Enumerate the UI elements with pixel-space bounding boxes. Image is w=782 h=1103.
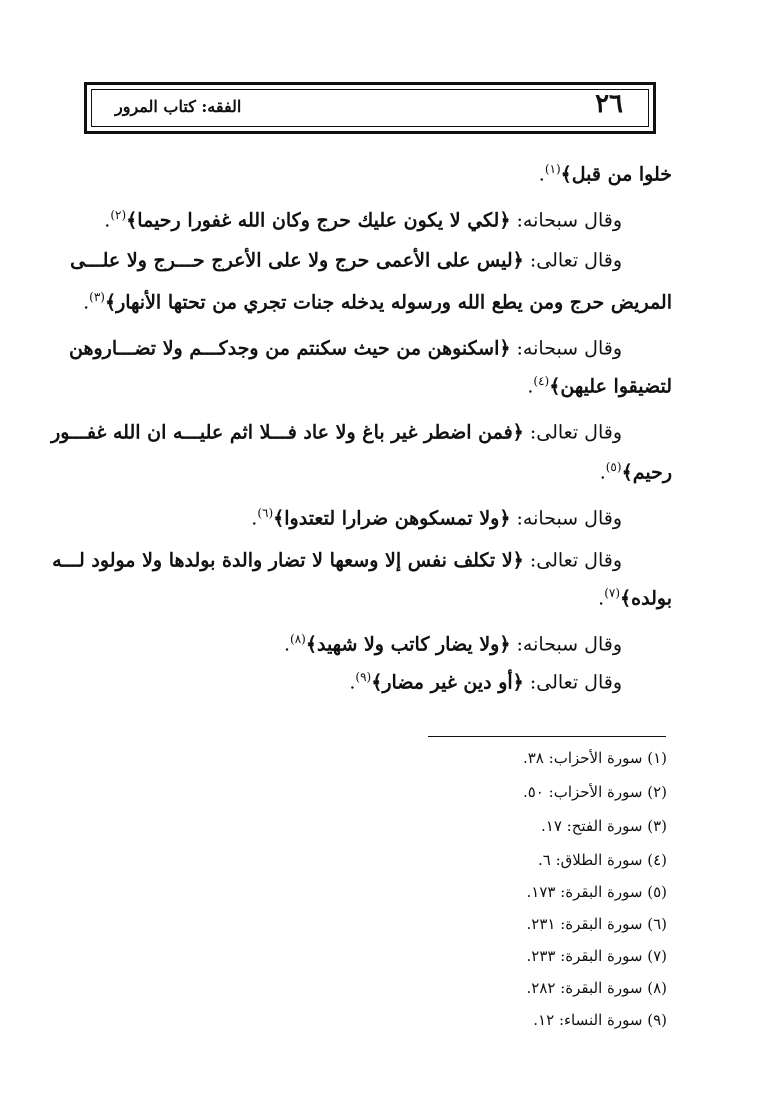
text-line bbox=[52, 540, 622, 575]
line-lead: وقال تعالى: bbox=[523, 671, 622, 694]
footnote: (٢) سورة الأحزاب: ٥٠. bbox=[522, 783, 667, 801]
footnote: (٦) سورة البقرة: ٢٣١. bbox=[526, 915, 667, 933]
line-lead: وقال سبحانه: bbox=[510, 337, 622, 360]
text-line bbox=[69, 328, 622, 363]
book-title: الفقه: كتاب المرور bbox=[115, 97, 242, 116]
footnote-reference: (٥) bbox=[605, 460, 622, 474]
text-line bbox=[284, 624, 622, 659]
footnote: (٣) سورة الفتح: ١٧. bbox=[541, 817, 667, 835]
line-tail: . bbox=[104, 209, 111, 232]
page-number: ٢٦ bbox=[595, 89, 623, 119]
footnote: (٧) سورة البقرة: ٢٣٣. bbox=[526, 947, 667, 965]
footnote-reference: (٢) bbox=[110, 208, 127, 222]
footnote-reference: (٩) bbox=[355, 670, 372, 684]
line-lead: وقال سبحانه: bbox=[510, 633, 622, 656]
text-line bbox=[598, 578, 672, 613]
text-line bbox=[70, 240, 622, 275]
verse-text: ﴿أو دين غير مضار﴾ bbox=[371, 671, 524, 694]
line-tail: . bbox=[283, 633, 291, 656]
text-line bbox=[51, 412, 622, 447]
verse-text: ﴿لا تكلف نفس إلا وسعها لا تضار والدة بولدها ولا مولود لـــه bbox=[52, 549, 524, 572]
line-tail: . bbox=[527, 375, 534, 398]
verse-text: ﴿ليس على الأعمى حرج ولا على الأعرج حـــرج ولا علـــى bbox=[70, 249, 524, 272]
line-lead: وقال سبحانه: bbox=[510, 507, 622, 530]
verse-text: ﴿ولا يضار كاتب ولا شهيد﴾ bbox=[305, 633, 511, 656]
verse-text: ﴿اسكنوهن من حيث سكنتم من وجدكـــم ولا تضـــاروهن bbox=[69, 337, 511, 360]
footnote: (٥) سورة البقرة: ١٧٣. bbox=[526, 883, 667, 901]
footnote-reference: (٣) bbox=[89, 290, 105, 304]
text-line bbox=[349, 662, 622, 697]
page-header bbox=[84, 82, 656, 134]
footnote: (٤) سورة الطلاق: ٦. bbox=[537, 851, 667, 869]
footnote-reference: (٧) bbox=[604, 586, 621, 600]
verse-text: خلوا من قبل﴾ bbox=[560, 163, 672, 186]
text-line bbox=[83, 282, 672, 317]
verse-text: لتضيقوا عليهن﴾ bbox=[549, 375, 672, 398]
verse-text: ﴿فمن اضطر غير باغ ولا عاد فـــلا اثم عليـــه ان الله غفـــور bbox=[51, 421, 524, 444]
footnote: (٨) سورة البقرة: ٢٨٢. bbox=[526, 979, 667, 997]
text-line bbox=[539, 154, 672, 189]
text-line bbox=[104, 200, 622, 235]
line-tail: . bbox=[251, 507, 258, 530]
footnote-reference: (٨) bbox=[290, 632, 306, 646]
line-tail: . bbox=[598, 587, 605, 610]
footnote-reference: (٦) bbox=[257, 506, 274, 520]
verse-text: رحيم﴾ bbox=[621, 461, 672, 484]
line-lead: وقال سبحانه: bbox=[510, 209, 622, 232]
line-tail: . bbox=[599, 461, 606, 484]
footnote-reference: (٤) bbox=[533, 374, 550, 388]
text-line bbox=[251, 498, 622, 533]
text-line bbox=[600, 452, 672, 487]
footnote-reference: (١) bbox=[544, 162, 561, 176]
line-tail: . bbox=[538, 163, 545, 186]
text-line bbox=[527, 366, 672, 401]
verse-text: بولده﴾ bbox=[620, 587, 672, 610]
line-lead: وقال تعالى: bbox=[523, 421, 622, 444]
line-lead: وقال تعالى: bbox=[523, 549, 622, 572]
footnote-separator bbox=[428, 736, 666, 737]
line-lead: وقال تعالى: bbox=[523, 249, 622, 272]
verse-text: ﴿ولا تمسكوهن ضرارا لتعتدوا﴾ bbox=[273, 507, 511, 530]
line-tail: . bbox=[349, 671, 356, 694]
footnote: (٩) سورة النساء: ١٢. bbox=[533, 1011, 667, 1029]
verse-text: المريض حرج ومن يطع الله ورسوله يدخله جنات تجري من تحتها الأنهار﴾ bbox=[104, 291, 672, 314]
footnote: (١) سورة الأحزاب: ٣٨. bbox=[522, 749, 667, 767]
line-tail: . bbox=[83, 291, 90, 314]
verse-text: ﴿لكي لا يكون عليك حرج وكان الله غفورا رحيما﴾ bbox=[126, 209, 511, 232]
